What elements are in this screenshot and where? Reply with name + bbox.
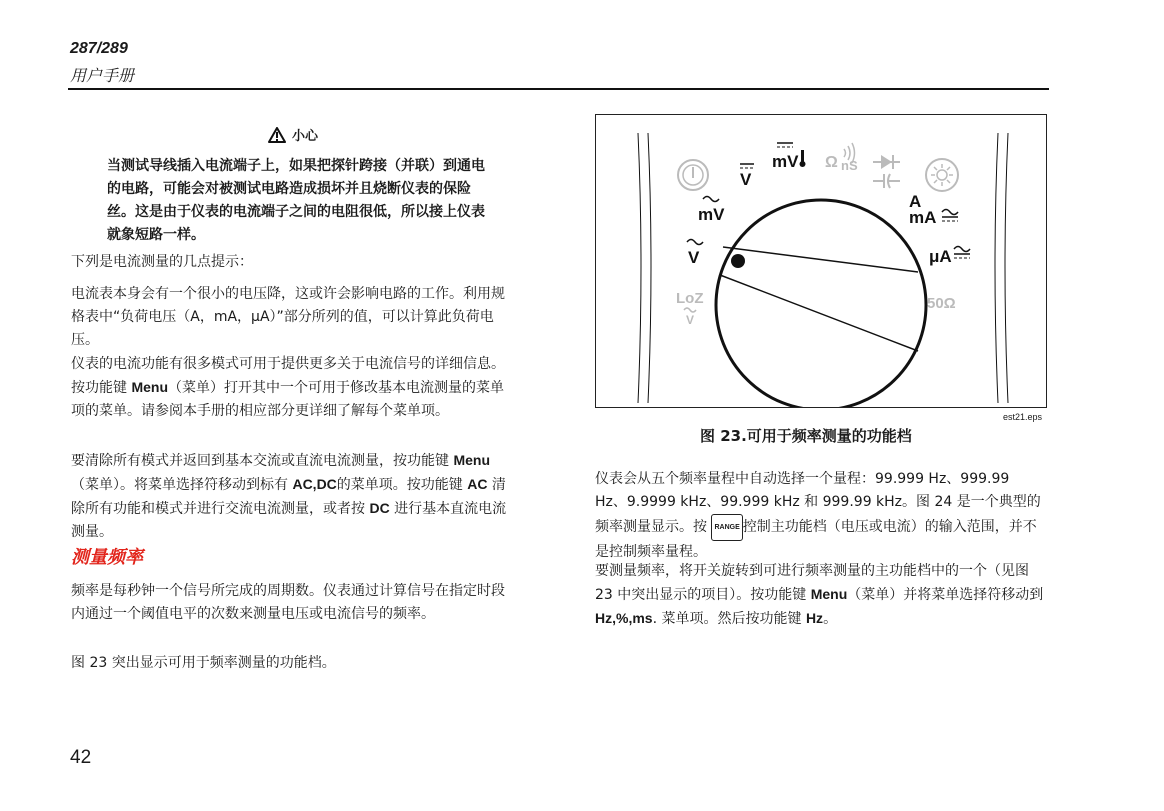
hz-menu-item: Hz,%,ms bbox=[595, 610, 653, 626]
figure-caption: 图 23.可用于频率测量的功能档 bbox=[700, 427, 912, 445]
caution-text: 当测试导线插入电流端子上，如果把探针跨接（并联）到通电的电路，可能会对被测试电路造成损坏并且烧断仪表的保险丝。这是由于仪表的电流端子之间的电阻很低，所以接上仪表就象短路一样。 bbox=[107, 158, 485, 243]
ac-dc-symbol bbox=[954, 247, 970, 259]
thermometer-icon bbox=[800, 150, 806, 167]
dc-key: DC bbox=[369, 500, 390, 516]
ac-millivolts-label: mV bbox=[698, 205, 725, 224]
section-title: 测量频率 bbox=[71, 547, 143, 568]
rotary-dial-drawing bbox=[596, 115, 1046, 407]
milliamps-label: mA bbox=[909, 208, 937, 227]
manual-model: 287/289 bbox=[70, 40, 128, 57]
caution-heading bbox=[268, 125, 318, 144]
figure-filename: est21.eps bbox=[1003, 412, 1043, 422]
header-rule bbox=[68, 88, 1049, 90]
left-paragraph-6: 图 23 突出显示可用于频率测量的功能档。 bbox=[71, 655, 336, 671]
left-paragraph-3: 仪表的电流功能有很多模式可用于提供更多关于电流信号的详细信息。按功能键 Menu（菜单）打开其中一个可用于修改基本电流测量的菜单项的菜单。请参阅本手册的相应部分更详细了解每个菜单项。 bbox=[71, 356, 505, 419]
ohm-label: Ω bbox=[825, 154, 838, 171]
left-paragraph-1: 下列是电流测量的几点提示： bbox=[71, 254, 253, 270]
dc-volts-label: V bbox=[740, 170, 752, 189]
page-number: 42 bbox=[70, 747, 92, 768]
nanosiemens-label: nS bbox=[841, 158, 858, 173]
amps-label: A bbox=[909, 192, 922, 211]
left-paragraph-5: 频率是每秒钟一个信号所完成的周期数。仪表通过计算信号在指定时段内通过一个阈值电平的次数来测量电压或电流信号的频率。 bbox=[71, 583, 505, 622]
warning-icon bbox=[268, 127, 286, 143]
menu-key: Menu bbox=[453, 452, 491, 468]
microamps-label: μA bbox=[929, 247, 952, 266]
dc-millivolts-label: mV bbox=[772, 152, 799, 171]
capacitor-icon bbox=[873, 174, 900, 188]
menu-key: Menu bbox=[810, 586, 848, 602]
hz-key: Hz bbox=[805, 610, 824, 626]
right-paragraph-2: 要测量频率，将开关旋转到可进行频率测量的主功能档中的一个（见图 23 中突出显示的项目）。按功能键 Menu（菜单）并将菜单选择符移动到 Hz,%,ms. 菜单项。然后按功能键 Hz。 bbox=[595, 563, 1044, 627]
ac-volts-label: V bbox=[688, 248, 700, 267]
menu-key: Menu bbox=[131, 379, 169, 395]
left-paragraph-2: 电流表本身会有一个很小的电压降，这或许会影响电路的工作。利用规格表中“负荷电压（A，mA，μA）”部分所列的值，可以计算此负荷电压。 bbox=[71, 286, 505, 348]
dial-pointer-dot bbox=[731, 254, 745, 268]
dial-knob bbox=[716, 200, 926, 407]
fifty-ohm-label: 50Ω bbox=[927, 295, 956, 312]
ac-dc-symbol bbox=[942, 210, 958, 222]
acdc-menu-item: AC,DC bbox=[292, 476, 337, 492]
ac-key: AC bbox=[467, 476, 488, 492]
diode-icon bbox=[873, 155, 900, 169]
caution-title: 小心 bbox=[292, 129, 319, 144]
right-paragraph-1: 仪表会从五个频率量程中自动选择一个量程：99.999 Hz、999.99 Hz、9.9999 kHz、99.999 kHz 和 999.99 kHz。图 24 是一个典型的频率测量显示。按 RANGE 控制主功能档（电压或电流）的输入范围，并不是控制频率量程。 bbox=[595, 471, 1041, 560]
loz-volts-label: V bbox=[686, 313, 695, 327]
backlight-icon bbox=[926, 159, 958, 191]
range-key-icon: RANGE bbox=[711, 514, 742, 541]
manual-subtitle: 用户手册 bbox=[70, 66, 135, 85]
left-paragraph-4: 要清除所有模式并返回到基本交流或直流电流测量，按功能键 Menu（菜单）。将菜单选择符移动到标有 AC,DC的菜单项。按功能键 AC 清除所有功能和模式并进行交流电流测量，或者按 DC 进行基本直流电流测量。 bbox=[71, 452, 507, 540]
rotary-switch-figure bbox=[595, 114, 1047, 408]
loz-label: LoZ bbox=[676, 290, 704, 307]
power-icon bbox=[678, 160, 708, 190]
